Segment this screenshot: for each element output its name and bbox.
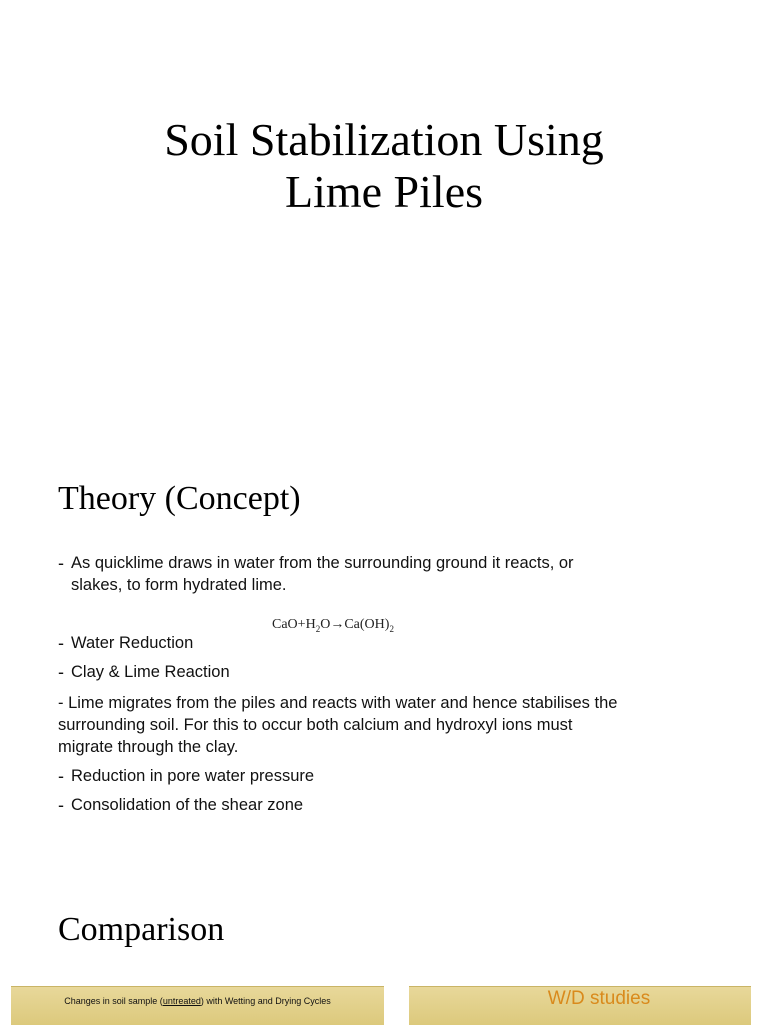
theory-heading: Theory (Concept) [58,480,301,517]
title-line-2: Lime Piles [284,166,484,217]
bullet-pore-pressure-text: Reduction in pore water pressure [71,767,315,785]
bullet-dash: - [58,766,64,786]
equation-h-subscript: 2 [315,623,321,634]
untreated-sample-panel [11,986,384,1025]
bullet-quicklime-line-2: slakes, to form hydrated lime. [71,576,287,594]
untreated-sample-caption [11,996,384,1006]
title-line-1: Soil Stabilization Using [164,114,604,165]
bullet-consolidation-text: Consolidation of the shear zone [71,796,304,814]
equation-arrow: → [330,617,345,632]
paragraph-line-3: migrate through the clay. [58,738,239,756]
equation-o: O [320,617,331,632]
caption-prefix: Changes in soil sample ( [64,996,163,1006]
wd-studies-label: W/D studies [547,988,651,1009]
bullet-dash: - [58,795,64,815]
bullet-clay-lime-text: Clay & Lime Reaction [71,663,230,681]
equation-plus: + [297,617,306,632]
equation-caoh-subscript: 2 [389,623,394,634]
bullet-dash: - [58,553,64,573]
bullet-dash: - [58,662,64,682]
bullet-quicklime [58,552,718,596]
lime-migration-paragraph [58,692,708,758]
comparison-heading: Comparison [58,911,225,948]
caption-untreated: untreated [162,996,201,1006]
caption-suffix: ) with Wetting and Drying Cycles [200,996,331,1006]
paragraph-line-2: surrounding soil. For this to occur both calcium and hydroxyl ions must [58,716,573,734]
bullet-dash: - [58,633,64,653]
bullet-water-reduction [58,632,718,654]
bullet-consolidation [58,794,718,816]
bullet-pore-pressure [58,765,718,787]
wd-studies-panel [409,986,751,1025]
bullet-water-reduction-text: Water Reduction [71,634,194,652]
equation-caoh: Ca(OH) [344,617,390,632]
bullet-quicklime-line-1: As quicklime draws in water from the surrounding ground it reacts, or [71,554,574,572]
equation-h: H [305,617,316,632]
bullet-clay-lime [58,661,718,683]
document-title [0,114,768,218]
paragraph-line-1: - Lime migrates from the piles and reacts with water and hence stabilises the [58,694,618,712]
equation-cao: CaO [272,617,298,632]
slaking-equation [272,617,394,634]
